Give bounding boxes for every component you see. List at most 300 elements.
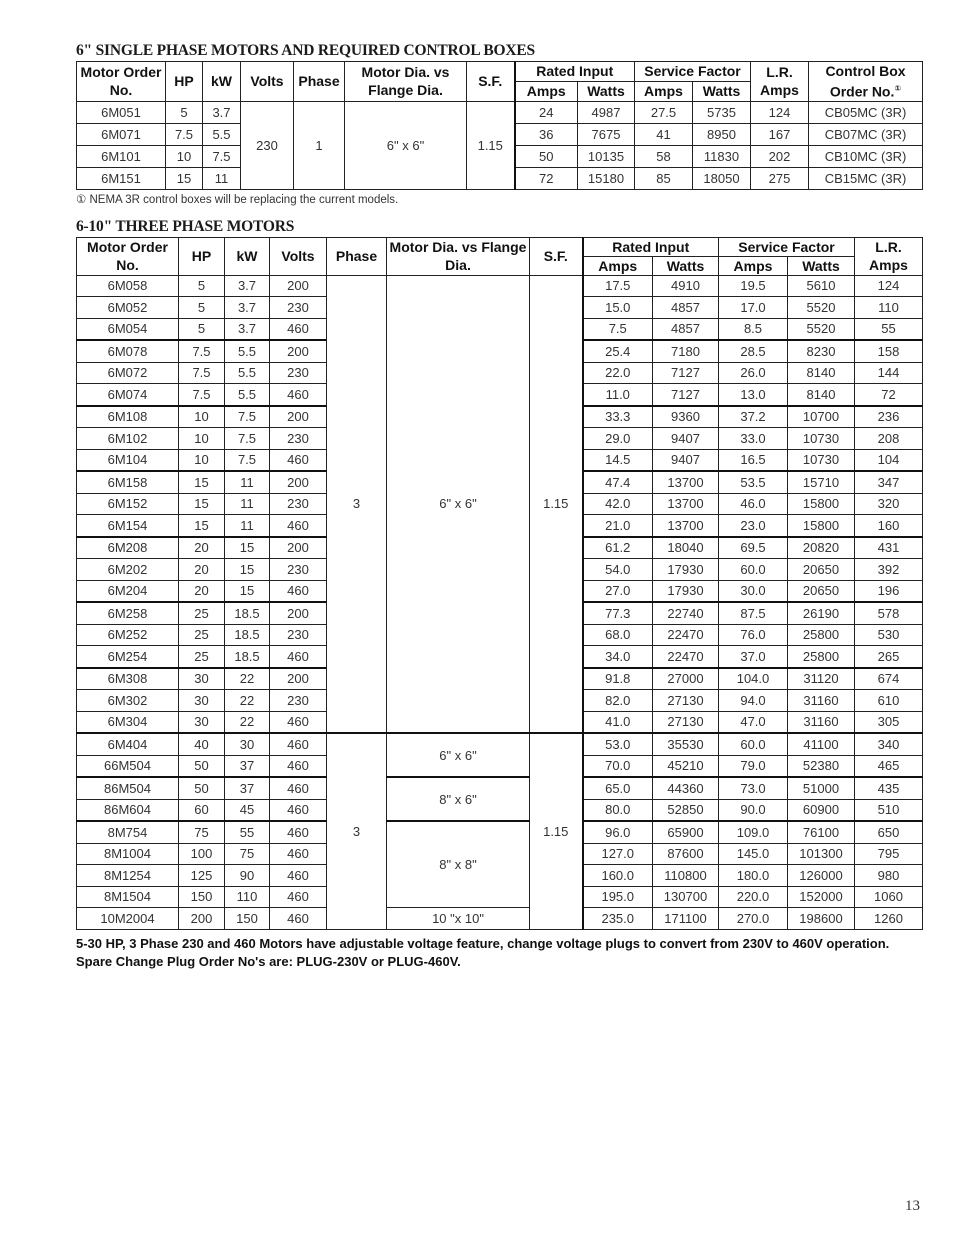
rated-amps-cell: 25.4: [583, 340, 653, 362]
motor-order-cell: 6M208: [77, 537, 179, 559]
lr-amps-cell: 104: [855, 449, 923, 471]
footnote-marker: ①: [894, 84, 902, 93]
header-lr: L.R. Amps: [855, 237, 923, 275]
rated-amps-cell: 24: [515, 101, 578, 123]
motor-order-cell: 6M151: [77, 167, 166, 189]
page-content: [76, 40, 922, 971]
sf-watts-cell: 20650: [788, 580, 855, 602]
kw-cell: 11: [203, 167, 241, 189]
hp-cell: 30: [179, 711, 225, 733]
lr-amps-cell: 510: [855, 799, 923, 821]
hp-cell: 150: [179, 886, 225, 908]
rated-watts-cell: 22470: [653, 646, 719, 668]
header-ri-watts: Watts: [578, 81, 635, 101]
volts-cell: 460: [270, 799, 327, 821]
rated-amps-cell: 29.0: [583, 428, 653, 450]
kw-cell: 15: [225, 580, 270, 602]
rated-watts-cell: 27000: [653, 668, 719, 690]
volts-cell: 460: [270, 515, 327, 537]
header-hp: HP: [166, 62, 203, 102]
rated-watts-cell: 13700: [653, 471, 719, 493]
header-hp: HP: [179, 237, 225, 275]
motor-order-cell: 6M102: [77, 428, 179, 450]
header-sf-watts: Watts: [788, 256, 855, 275]
volts-cell: 230: [270, 493, 327, 515]
rated-amps-cell: 27.0: [583, 580, 653, 602]
motor-order-cell: 6M202: [77, 559, 179, 581]
hp-cell: 25: [179, 646, 225, 668]
header-lr: L.R. Amps: [751, 62, 809, 102]
dia-cell: 10 "x 10": [387, 908, 530, 930]
rated-amps-cell: 21.0: [583, 515, 653, 537]
rated-watts-cell: 171100: [653, 908, 719, 930]
volts-cell: 200: [270, 406, 327, 428]
hp-cell: 5: [179, 297, 225, 319]
sf-watts-cell: 10730: [788, 428, 855, 450]
header-sf: S.F.: [467, 62, 515, 102]
kw-cell: 5.5: [225, 340, 270, 362]
hp-cell: 15: [166, 167, 203, 189]
rated-amps-cell: 14.5: [583, 449, 653, 471]
sf-amps-cell: 145.0: [719, 843, 788, 865]
lr-amps-cell: 392: [855, 559, 923, 581]
kw-cell: 30: [225, 733, 270, 755]
lr-amps-cell: 320: [855, 493, 923, 515]
hp-cell: 15: [179, 471, 225, 493]
volts-cell: 230: [241, 101, 294, 189]
sf-cell: 1.15: [530, 733, 583, 929]
sf-watts-cell: 25800: [788, 624, 855, 646]
motor-order-cell: 6M101: [77, 145, 166, 167]
kw-cell: 18.5: [225, 624, 270, 646]
lr-amps-cell: 202: [751, 145, 809, 167]
kw-cell: 11: [225, 471, 270, 493]
header-ri-amps: Amps: [515, 81, 578, 101]
volts-cell: 460: [270, 843, 327, 865]
motor-order-cell: 6M158: [77, 471, 179, 493]
kw-cell: 7.5: [225, 428, 270, 450]
table-row: [77, 101, 923, 123]
motor-order-cell: 6M258: [77, 602, 179, 624]
hp-cell: 50: [179, 755, 225, 777]
sf-amps-cell: 27.5: [635, 101, 693, 123]
lr-amps-cell: 980: [855, 865, 923, 887]
hp-cell: 5: [179, 275, 225, 297]
rated-amps-cell: 15.0: [583, 297, 653, 319]
hp-cell: 7.5: [179, 362, 225, 384]
rated-watts-cell: 7127: [653, 384, 719, 406]
sf-cell: 1.15: [530, 275, 583, 733]
volts-cell: 460: [270, 646, 327, 668]
table-row: [77, 908, 923, 930]
sf-watts-cell: 26190: [788, 602, 855, 624]
rated-amps-cell: 91.8: [583, 668, 653, 690]
sf-amps-cell: 76.0: [719, 624, 788, 646]
motor-order-cell: 6M058: [77, 275, 179, 297]
motor-order-cell: 6M152: [77, 493, 179, 515]
rated-amps-cell: 41.0: [583, 711, 653, 733]
lr-amps-cell: 275: [751, 167, 809, 189]
sf-amps-cell: 46.0: [719, 493, 788, 515]
volts-cell: 200: [270, 668, 327, 690]
hp-cell: 15: [179, 493, 225, 515]
hp-cell: 5: [179, 318, 225, 340]
lr-amps-cell: 674: [855, 668, 923, 690]
sf-watts-cell: 11830: [693, 145, 751, 167]
sf-amps-cell: 94.0: [719, 690, 788, 712]
rated-amps-cell: 82.0: [583, 690, 653, 712]
kw-cell: 150: [225, 908, 270, 930]
rated-watts-cell: 87600: [653, 843, 719, 865]
header-sf-watts: Watts: [693, 81, 751, 101]
volts-cell: 460: [270, 449, 327, 471]
rated-amps-cell: 42.0: [583, 493, 653, 515]
table-row: [77, 275, 923, 297]
kw-cell: 37: [225, 777, 270, 799]
single-phase-title: 6" SINGLE PHASE MOTORS AND REQUIRED CONTROL BOXES: [76, 42, 535, 59]
hp-cell: 7.5: [179, 340, 225, 362]
sf-watts-cell: 10700: [788, 406, 855, 428]
hp-cell: 10: [179, 449, 225, 471]
rated-watts-cell: 22470: [653, 624, 719, 646]
sf-amps-cell: 17.0: [719, 297, 788, 319]
kw-cell: 18.5: [225, 602, 270, 624]
sf-watts-cell: 18050: [693, 167, 751, 189]
lr-amps-cell: 124: [751, 101, 809, 123]
rated-watts-cell: 4857: [653, 318, 719, 340]
lr-amps-cell: 431: [855, 537, 923, 559]
motor-order-cell: 6M074: [77, 384, 179, 406]
header-kw: kW: [225, 237, 270, 275]
lr-amps-cell: 55: [855, 318, 923, 340]
single-phase-body: [77, 101, 923, 189]
sf-amps-cell: 79.0: [719, 755, 788, 777]
motor-order-cell: 86M504: [77, 777, 179, 799]
sf-amps-cell: 58: [635, 145, 693, 167]
sf-watts-cell: 5520: [788, 318, 855, 340]
rated-watts-cell: 7127: [653, 362, 719, 384]
voltage-plug-note: 5-30 HP, 3 Phase 230 and 460 Motors have adjustable voltage feature, change voltage plugs to convert from 230V to 460V operation. Spare Change Plug Order No's are: PLUG-230V or PLUG-460V.: [76, 935, 890, 969]
hp-cell: 30: [179, 668, 225, 690]
lr-amps-cell: 465: [855, 755, 923, 777]
hp-cell: 50: [179, 777, 225, 799]
dia-cell: 8" x 8": [387, 821, 530, 908]
motor-order-cell: 6M154: [77, 515, 179, 537]
motor-order-cell: 6M302: [77, 690, 179, 712]
rated-amps-cell: 160.0: [583, 865, 653, 887]
rated-amps-cell: 65.0: [583, 777, 653, 799]
kw-cell: 7.5: [203, 145, 241, 167]
kw-cell: 5.5: [203, 123, 241, 145]
sf-amps-cell: 41: [635, 123, 693, 145]
sf-amps-cell: 109.0: [719, 821, 788, 843]
volts-cell: 460: [270, 755, 327, 777]
control-box-cell: CB10MC (3R): [809, 145, 923, 167]
rated-watts-cell: 4987: [578, 101, 635, 123]
rated-amps-cell: 36: [515, 123, 578, 145]
sf-watts-cell: 76100: [788, 821, 855, 843]
sf-watts-cell: 51000: [788, 777, 855, 799]
kw-cell: 3.7: [203, 101, 241, 123]
rated-amps-cell: 11.0: [583, 384, 653, 406]
rated-watts-cell: 27130: [653, 711, 719, 733]
hp-cell: 100: [179, 843, 225, 865]
rated-amps-cell: 47.4: [583, 471, 653, 493]
motor-order-cell: 6M304: [77, 711, 179, 733]
sf-watts-cell: 41100: [788, 733, 855, 755]
volts-cell: 200: [270, 602, 327, 624]
sf-amps-cell: 19.5: [719, 275, 788, 297]
header-motor: Motor Order No.: [77, 62, 166, 102]
rated-amps-cell: 61.2: [583, 537, 653, 559]
kw-cell: 5.5: [225, 384, 270, 406]
motor-order-cell: 6M078: [77, 340, 179, 362]
hp-cell: 10: [179, 428, 225, 450]
volts-cell: 200: [270, 340, 327, 362]
lr-amps-cell: 530: [855, 624, 923, 646]
motor-order-cell: 6M404: [77, 733, 179, 755]
single-phase-table: [76, 61, 923, 190]
kw-cell: 3.7: [225, 297, 270, 319]
motor-order-cell: 6M051: [77, 101, 166, 123]
rated-watts-cell: 35530: [653, 733, 719, 755]
rated-amps-cell: 34.0: [583, 646, 653, 668]
lr-amps-cell: 208: [855, 428, 923, 450]
kw-cell: 7.5: [225, 406, 270, 428]
header-sf-amps: Amps: [635, 81, 693, 101]
volts-cell: 200: [270, 275, 327, 297]
rated-watts-cell: 13700: [653, 515, 719, 537]
lr-amps-cell: 1260: [855, 908, 923, 930]
rated-amps-cell: 96.0: [583, 821, 653, 843]
lr-amps-cell: 1060: [855, 886, 923, 908]
sf-amps-cell: 47.0: [719, 711, 788, 733]
lr-amps-cell: 435: [855, 777, 923, 799]
rated-amps-cell: 127.0: [583, 843, 653, 865]
rated-watts-cell: 130700: [653, 886, 719, 908]
sf-amps-cell: 69.5: [719, 537, 788, 559]
header-phase: Phase: [327, 237, 387, 275]
sf-watts-cell: 101300: [788, 843, 855, 865]
kw-cell: 15: [225, 559, 270, 581]
lr-amps-cell: 144: [855, 362, 923, 384]
sf-watts-cell: 20820: [788, 537, 855, 559]
control-box-cell: CB15MC (3R): [809, 167, 923, 189]
hp-cell: 20: [179, 559, 225, 581]
hp-cell: 200: [179, 908, 225, 930]
sf-amps-cell: 60.0: [719, 559, 788, 581]
header-dia: Motor Dia. vs Flange Dia.: [345, 62, 467, 102]
hp-cell: 25: [179, 624, 225, 646]
sf-amps-cell: 53.5: [719, 471, 788, 493]
volts-cell: 230: [270, 624, 327, 646]
rated-amps-cell: 17.5: [583, 275, 653, 297]
sf-watts-cell: 15710: [788, 471, 855, 493]
lr-amps-cell: 305: [855, 711, 923, 733]
sf-watts-cell: 8950: [693, 123, 751, 145]
kw-cell: 45: [225, 799, 270, 821]
lr-amps-cell: 610: [855, 690, 923, 712]
volts-cell: 230: [270, 428, 327, 450]
rated-watts-cell: 17930: [653, 559, 719, 581]
sf-watts-cell: 8140: [788, 362, 855, 384]
motor-order-cell: 6M204: [77, 580, 179, 602]
kw-cell: 110: [225, 886, 270, 908]
lr-amps-cell: 124: [855, 275, 923, 297]
rated-watts-cell: 44360: [653, 777, 719, 799]
lr-amps-cell: 340: [855, 733, 923, 755]
sf-amps-cell: 90.0: [719, 799, 788, 821]
kw-cell: 5.5: [225, 362, 270, 384]
sf-watts-cell: 8140: [788, 384, 855, 406]
volts-cell: 460: [270, 865, 327, 887]
kw-cell: 11: [225, 493, 270, 515]
motor-order-cell: 8M1504: [77, 886, 179, 908]
sf-amps-cell: 28.5: [719, 340, 788, 362]
sf-watts-cell: 60900: [788, 799, 855, 821]
rated-watts-cell: 9407: [653, 428, 719, 450]
sf-amps-cell: 30.0: [719, 580, 788, 602]
motor-order-cell: 6M254: [77, 646, 179, 668]
hp-cell: 15: [179, 515, 225, 537]
lr-amps-cell: 196: [855, 580, 923, 602]
kw-cell: 22: [225, 690, 270, 712]
motor-order-cell: 6M072: [77, 362, 179, 384]
sf-amps-cell: 180.0: [719, 865, 788, 887]
rated-watts-cell: 4910: [653, 275, 719, 297]
dia-cell: 6" x 6": [345, 101, 467, 189]
phase-cell: 3: [327, 733, 387, 929]
sf-watts-cell: 5520: [788, 297, 855, 319]
lr-amps-cell: 578: [855, 602, 923, 624]
motor-order-cell: 8M754: [77, 821, 179, 843]
hp-cell: 30: [179, 690, 225, 712]
rated-amps-cell: 53.0: [583, 733, 653, 755]
rated-watts-cell: 7180: [653, 340, 719, 362]
lr-amps-cell: 160: [855, 515, 923, 537]
header-volts: Volts: [241, 62, 294, 102]
motor-order-cell: 6M054: [77, 318, 179, 340]
motor-order-cell: 10M2004: [77, 908, 179, 930]
kw-cell: 22: [225, 668, 270, 690]
sf-amps-cell: 8.5: [719, 318, 788, 340]
rated-amps-cell: 68.0: [583, 624, 653, 646]
sf-amps-cell: 73.0: [719, 777, 788, 799]
rated-amps-cell: 195.0: [583, 886, 653, 908]
header-motor: Motor Order No.: [77, 237, 179, 275]
rated-watts-cell: 13700: [653, 493, 719, 515]
sf-amps-cell: 23.0: [719, 515, 788, 537]
header-volts: Volts: [270, 237, 327, 275]
hp-cell: 7.5: [179, 384, 225, 406]
sf-amps-cell: 37.2: [719, 406, 788, 428]
sf-watts-cell: 8230: [788, 340, 855, 362]
motor-order-cell: 8M1004: [77, 843, 179, 865]
motor-order-cell: 8M1254: [77, 865, 179, 887]
rated-watts-cell: 10135: [578, 145, 635, 167]
rated-watts-cell: 45210: [653, 755, 719, 777]
sf-watts-cell: 5610: [788, 275, 855, 297]
volts-cell: 200: [270, 537, 327, 559]
table-row: [77, 733, 923, 755]
rated-amps-cell: 77.3: [583, 602, 653, 624]
kw-cell: 18.5: [225, 646, 270, 668]
lr-amps-cell: 158: [855, 340, 923, 362]
header-sf: S.F.: [530, 237, 583, 275]
table-row: [77, 821, 923, 843]
control-box-cell: CB05MC (3R): [809, 101, 923, 123]
hp-cell: 25: [179, 602, 225, 624]
sf-amps-cell: 33.0: [719, 428, 788, 450]
rated-watts-cell: 22740: [653, 602, 719, 624]
header-ri-amps: Amps: [583, 256, 653, 275]
motor-order-cell: 66M504: [77, 755, 179, 777]
rated-watts-cell: 65900: [653, 821, 719, 843]
kw-cell: 22: [225, 711, 270, 733]
three-phase-body: [77, 275, 923, 929]
sf-watts-cell: 126000: [788, 865, 855, 887]
sf-amps-cell: 104.0: [719, 668, 788, 690]
rated-watts-cell: 52850: [653, 799, 719, 821]
kw-cell: 11: [225, 515, 270, 537]
sf-watts-cell: 198600: [788, 908, 855, 930]
header-dia: Motor Dia. vs Flange Dia.: [387, 237, 530, 275]
sf-amps-cell: 87.5: [719, 602, 788, 624]
volts-cell: 460: [270, 733, 327, 755]
header-service-factor: Service Factor: [635, 62, 751, 82]
table-row: [77, 777, 923, 799]
lr-amps-cell: 650: [855, 821, 923, 843]
sf-watts-cell: 15800: [788, 515, 855, 537]
sf-watts-cell: 31160: [788, 690, 855, 712]
kw-cell: 3.7: [225, 275, 270, 297]
sf-amps-cell: 26.0: [719, 362, 788, 384]
rated-watts-cell: 17930: [653, 580, 719, 602]
rated-amps-cell: 22.0: [583, 362, 653, 384]
rated-watts-cell: 110800: [653, 865, 719, 887]
rated-amps-cell: 50: [515, 145, 578, 167]
volts-cell: 230: [270, 559, 327, 581]
single-phase-footnote: ① NEMA 3R control boxes will be replacing the current models.: [76, 193, 399, 206]
rated-amps-cell: 33.3: [583, 406, 653, 428]
volts-cell: 200: [270, 471, 327, 493]
rated-amps-cell: 80.0: [583, 799, 653, 821]
header-control-box-label: Control Box Order No.: [825, 63, 906, 100]
motor-order-cell: 86M604: [77, 799, 179, 821]
motor-order-cell: 6M108: [77, 406, 179, 428]
sf-amps-cell: 16.5: [719, 449, 788, 471]
header-sf-amps: Amps: [719, 256, 788, 275]
header-kw: kW: [203, 62, 241, 102]
hp-cell: 7.5: [166, 123, 203, 145]
rated-watts-cell: 9360: [653, 406, 719, 428]
volts-cell: 460: [270, 821, 327, 843]
control-box-cell: CB07MC (3R): [809, 123, 923, 145]
sf-watts-cell: 31120: [788, 668, 855, 690]
header-ri-watts: Watts: [653, 256, 719, 275]
phase-cell: 3: [327, 275, 387, 733]
rated-amps-cell: 72: [515, 167, 578, 189]
three-phase-title: 6-10" THREE PHASE MOTORS: [76, 217, 295, 235]
header-control-box: [809, 62, 923, 102]
lr-amps-cell: 265: [855, 646, 923, 668]
sf-amps-cell: 37.0: [719, 646, 788, 668]
hp-cell: 10: [179, 406, 225, 428]
kw-cell: 37: [225, 755, 270, 777]
dia-cell: 6" x 6": [387, 733, 530, 777]
dia-cell: 6" x 6": [387, 275, 530, 733]
motor-order-cell: 6M308: [77, 668, 179, 690]
